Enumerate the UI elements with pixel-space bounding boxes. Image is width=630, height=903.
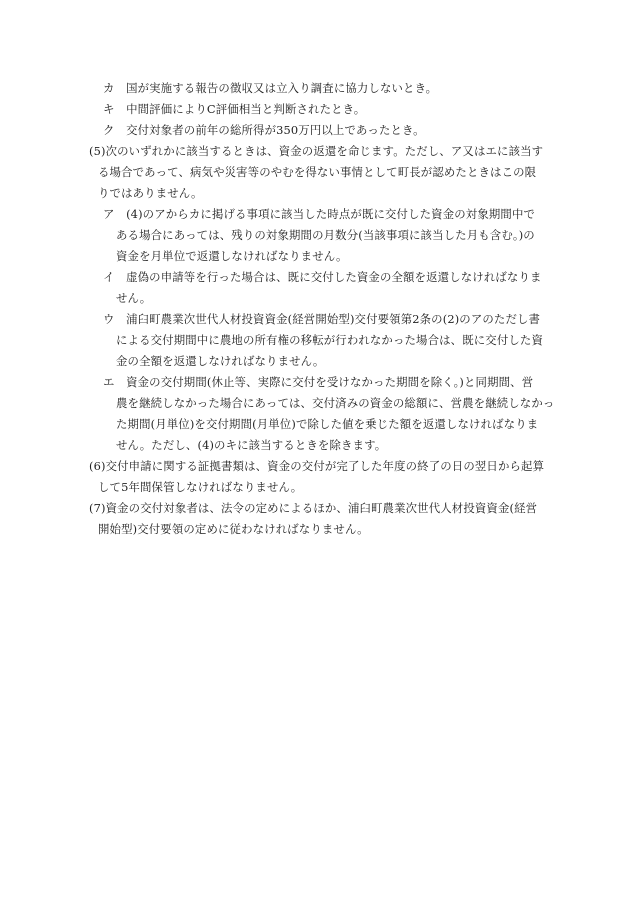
section-6-text: して5年間保管しなければなりません。 xyxy=(98,480,303,494)
section-7-text: 開始型)交付要領の定めに従わなければなりません。 xyxy=(98,522,369,536)
section-5-text: りではありません。 xyxy=(98,186,203,200)
item-ku: ク 交付対象者の前年の総所得が350万円以上であったとき。 xyxy=(103,123,425,137)
item-i: イ 虚偽の申請等を行った場合は、既に交付した資金の全額を返還しなければなりま xyxy=(103,270,542,284)
item-e-text: た期間(月単位)を交付期間(月単位)で除した値を乗じた額を返還しなければなりま xyxy=(116,417,539,431)
item-e-text: 農を継続しなかった場合にあっては、交付済みの資金の総額に、営農を継続しなかっ xyxy=(116,396,555,410)
item-ki: キ 中間評価によりC評価相当と判断されたとき。 xyxy=(103,102,366,116)
item-a-text: ある場合にあっては、残りの対象期間の月数分(当該事項に該当した月も含む。)の xyxy=(116,228,535,242)
item-ka: カ 国が実施する報告の徴収又は立入り調査に協力しないとき。 xyxy=(103,81,438,95)
section-7-heading: (7)資金の交付対象者は、法令の定めによるほか、浦臼町農業次世代人材投資資金(経営 xyxy=(89,501,538,515)
item-i-text: せん。 xyxy=(116,291,152,305)
item-a-text: 資金を月単位で返還しなければなりません。 xyxy=(116,249,348,263)
item-u: ウ 浦臼町農業次世代人材投資資金(経営開始型)交付要領第2条の(2)のアのただし書 xyxy=(103,312,541,326)
item-a: ア (4)のアからカに掲げる事項に該当した時点が既に交付した資金の対象期間中で xyxy=(103,207,536,221)
item-u-text: による交付期間中に農地の所有権の移転が行われなかった場合は、既に交付した資 xyxy=(116,333,544,347)
item-u-text: 金の全額を返還しなければなりません。 xyxy=(116,354,325,368)
section-5-text: る場合であって、病気や災害等のやむを得ない事情として町長が認めたときはこの限 xyxy=(98,165,537,179)
section-6-heading: (6)交付申請に関する証拠書類は、資金の交付が完了した年度の終了の日の翌日から起算 xyxy=(89,459,545,473)
item-e: エ 資金の交付期間(休止等、実際に交付を受けなかった期間を除く。)と同期間、営 xyxy=(103,375,534,389)
item-e-text: せん。ただし、(4)のキに該当するときを除きます。 xyxy=(116,438,387,452)
section-5-heading: (5)次のいずれかに該当するときは、資金の返還を命じます。ただし、ア又はエに該当す xyxy=(89,144,544,158)
